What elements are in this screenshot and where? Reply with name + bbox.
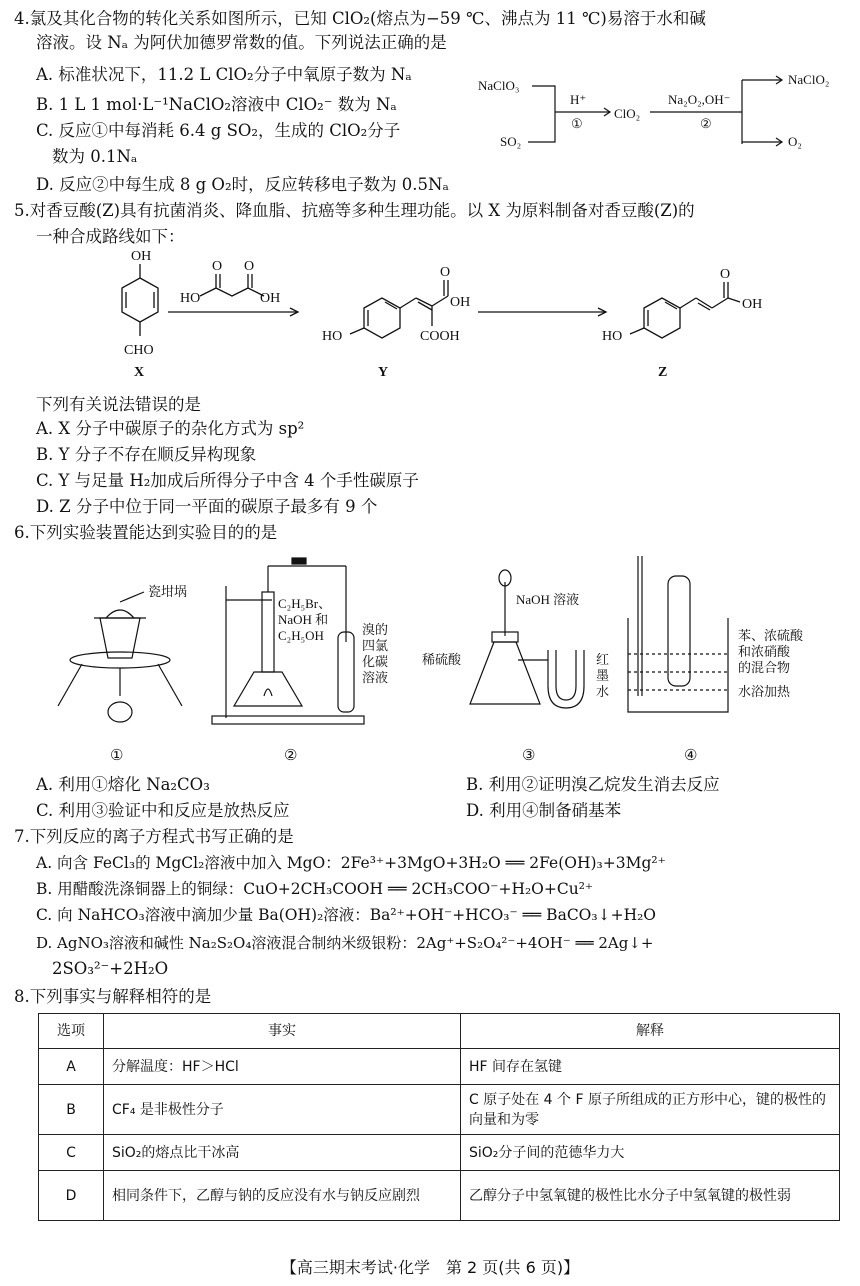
chlorine-conversion-diagram bbox=[470, 66, 850, 156]
apparatus-3-number: ③ bbox=[522, 748, 536, 764]
facts-explanations-table bbox=[38, 1013, 840, 1221]
x-cho-label: CHO bbox=[124, 343, 154, 358]
benzene-label-1: 苯、浓硫酸 bbox=[738, 628, 804, 643]
q4-option-c-line2: 数为 0.1Nₐ bbox=[52, 147, 138, 166]
bromine-label-3: 化碳 bbox=[362, 654, 389, 669]
condition-2-label: Na₂O₂,OH⁻ bbox=[668, 92, 731, 107]
q5-option-c: C. Y 与足量 H₂加成后所得分子中含 4 个手性碳原子 bbox=[36, 471, 419, 490]
y-cooh-label: COOH bbox=[420, 329, 460, 344]
naoh-solution-label: NaOH 溶液 bbox=[516, 592, 580, 607]
y-ho-label: HO bbox=[322, 329, 343, 344]
row-fact: 相同条件下，乙醇与钠的反应没有水与钠反应剧烈 bbox=[104, 1171, 461, 1221]
table-row bbox=[39, 1085, 840, 1135]
reaction-1-label: ① bbox=[571, 116, 583, 131]
q5-option-a: A. X 分子中碳原子的杂化方式为 sp² bbox=[36, 419, 305, 438]
bromine-label-2: 四氯 bbox=[362, 638, 389, 653]
row-explanation: HF 间存在氢键 bbox=[461, 1049, 840, 1085]
q5-stem-line2: 一种合成路线如下： bbox=[36, 227, 185, 246]
row-option: A bbox=[39, 1049, 104, 1085]
q8-stem: 8.下列事实与解释相符的是 bbox=[14, 987, 212, 1006]
q7-option-a: A. 向含 FeCl₃的 MgCl₂溶液中加入 MgO：2Fe³⁺+3MgO+3H₂O ══ 2Fe(OH)₃+3Mg²⁺ bbox=[36, 854, 666, 872]
red-ink-label-1: 红 bbox=[596, 652, 610, 667]
mixture-label-1: C₂H₅Br、 bbox=[278, 596, 332, 611]
experiment-apparatus-figure bbox=[40, 546, 840, 768]
q6-stem: 6.下列实验装置能达到实验目的的是 bbox=[14, 523, 278, 542]
x-oh-label: OH bbox=[131, 250, 152, 264]
benzene-label-3: 的混合物 bbox=[738, 660, 791, 675]
row-explanation: C 原子处在 4 个 F 原子所组成的正方形中心，键的极性的向量和为零 bbox=[461, 1085, 840, 1135]
x-compound-label: X bbox=[134, 365, 145, 380]
q4-option-c-line1: C. 反应①中每消耗 6.4 g SO₂，生成的 ClO₂分子 bbox=[36, 121, 401, 140]
q5-stem-line1: 5.对香豆酸(Z)具有抗菌消炎、降血脂、抗癌等多种生理功能。以 X 为原料制备对香豆酸(Z)的 bbox=[14, 201, 695, 220]
apparatus-2-number: ② bbox=[284, 748, 298, 764]
q7-stem: 7.下列反应的离子方程式书写正确的是 bbox=[14, 827, 294, 846]
q5-option-d: D. Z 分子中位于同一平面的碳原子最多有 9 个 bbox=[36, 497, 378, 516]
malonic-oh-label: OH bbox=[260, 291, 281, 306]
q6-option-b: B. 利用②证明溴乙烷发生消去反应 bbox=[466, 775, 720, 794]
malonic-o-right: O bbox=[244, 259, 255, 274]
page-footer: 【高三期末考试·化学 第 2 页(共 6 页)】 bbox=[280, 1258, 580, 1277]
z-compound-label: Z bbox=[658, 365, 668, 380]
malonic-o-left: O bbox=[212, 259, 223, 274]
y-o-label: O bbox=[440, 265, 451, 280]
table-row bbox=[39, 1171, 840, 1221]
q6-option-a: A. 利用①熔化 Na₂CO₃ bbox=[36, 775, 210, 794]
row-fact: SiO₂的熔点比干冰高 bbox=[104, 1135, 461, 1171]
y-compound-label: Y bbox=[378, 365, 389, 380]
row-option: B bbox=[39, 1085, 104, 1135]
mixture-label-2: NaOH 和 bbox=[278, 612, 329, 627]
crucible-label: 瓷坩埚 bbox=[148, 584, 188, 599]
q4-stem-line2: 溶液。设 Nₐ 为阿伏加德罗常数的值。下列说法正确的是 bbox=[36, 33, 447, 52]
so2-label: SO₂ bbox=[500, 134, 522, 149]
header-explanation: 解释 bbox=[461, 1014, 840, 1049]
table-header-row bbox=[39, 1014, 840, 1049]
q7-option-d-line1: D. AgNO₃溶液和碱性 Na₂S₂O₄溶液混合制纳米级银粉：2Ag⁺+S₂O₄²⁻+4OH⁻ ══ 2Ag↓+ bbox=[36, 934, 654, 952]
bromine-label-4: 溶液 bbox=[362, 670, 389, 685]
row-fact: 分解温度：HF＞HCl bbox=[104, 1049, 461, 1085]
apparatus-4-number: ④ bbox=[684, 748, 698, 764]
red-ink-label-3: 水 bbox=[596, 684, 610, 699]
q4-option-a: A. 标准状况下，11.2 L ClO₂分子中氧原子数为 Nₐ bbox=[36, 65, 412, 84]
dilute-sulfuric-label: 稀硫酸 bbox=[422, 652, 462, 667]
naclo3-label: NaClO₃ bbox=[478, 78, 520, 93]
z-oh-label: OH bbox=[742, 297, 763, 312]
malonic-ho-label: HO bbox=[180, 291, 201, 306]
q4-option-d: D. 反应②中每生成 8 g O₂时，反应转移电子数为 0.5Nₐ bbox=[36, 175, 449, 194]
o2-label: O₂ bbox=[788, 134, 802, 149]
q7-option-d-line2: 2SO₃²⁻+2H₂O bbox=[52, 959, 169, 978]
q4-stem-line1: 4.氯及其化合物的转化关系如图所示，已知 ClO₂(熔点为−59 ℃、沸点为 11 ℃)易溶于水和碱 bbox=[14, 9, 706, 28]
reaction-2-label: ② bbox=[700, 116, 712, 131]
q5-option-b: B. Y 分子不存在顺反异构现象 bbox=[36, 445, 257, 464]
y-oh-label: OH bbox=[450, 295, 471, 310]
z-ho-label: HO bbox=[602, 329, 623, 344]
q7-option-b: B. 用醋酸洗涤铜器上的铜绿：CuO+2CH₃COOH ══ 2CH₃COO⁻+H₂O+Cu²⁺ bbox=[36, 880, 594, 898]
row-option: C bbox=[39, 1135, 104, 1171]
header-option: 选项 bbox=[39, 1014, 104, 1049]
row-explanation: 乙醇分子中氢氧键的极性比水分子中氢氧键的极性弱 bbox=[461, 1171, 840, 1221]
benzene-label-2: 和浓硝酸 bbox=[738, 644, 791, 659]
q5-sub-stem: 下列有关说法错误的是 bbox=[36, 395, 201, 414]
row-explanation: SiO₂分子间的范德华力大 bbox=[461, 1135, 840, 1171]
q7-option-c: C. 向 NaHCO₃溶液中滴加少量 Ba(OH)₂溶液：Ba²⁺+OH⁻+HCO₃⁻ ══ BaCO₃↓+H₂O bbox=[36, 906, 657, 924]
q4-option-b: B. 1 L 1 mol·L⁻¹NaClO₂溶液中 ClO₂⁻ 数为 Nₐ bbox=[36, 95, 397, 114]
bromine-label-1: 溴的 bbox=[362, 622, 389, 637]
apparatus-1-number: ① bbox=[110, 748, 124, 764]
header-fact: 事实 bbox=[104, 1014, 461, 1049]
q6-option-d: D. 利用④制备硝基苯 bbox=[466, 801, 622, 820]
table-row bbox=[39, 1135, 840, 1171]
synthesis-route-scheme bbox=[60, 250, 800, 392]
h-plus-label: H⁺ bbox=[570, 92, 587, 107]
mixture-label-3: C₂H₅OH bbox=[278, 628, 324, 643]
red-ink-label-2: 墨 bbox=[596, 668, 610, 683]
row-fact: CF₄ 是非极性分子 bbox=[104, 1085, 461, 1135]
clo2-label: ClO₂ bbox=[614, 106, 641, 121]
table-row bbox=[39, 1049, 840, 1085]
z-o-label: O bbox=[720, 267, 731, 282]
q6-option-c: C. 利用③验证中和反应是放热反应 bbox=[36, 801, 290, 820]
naclo2-label: NaClO₂ bbox=[788, 72, 830, 87]
row-option: D bbox=[39, 1171, 104, 1221]
water-bath-label: 水浴加热 bbox=[738, 684, 791, 699]
